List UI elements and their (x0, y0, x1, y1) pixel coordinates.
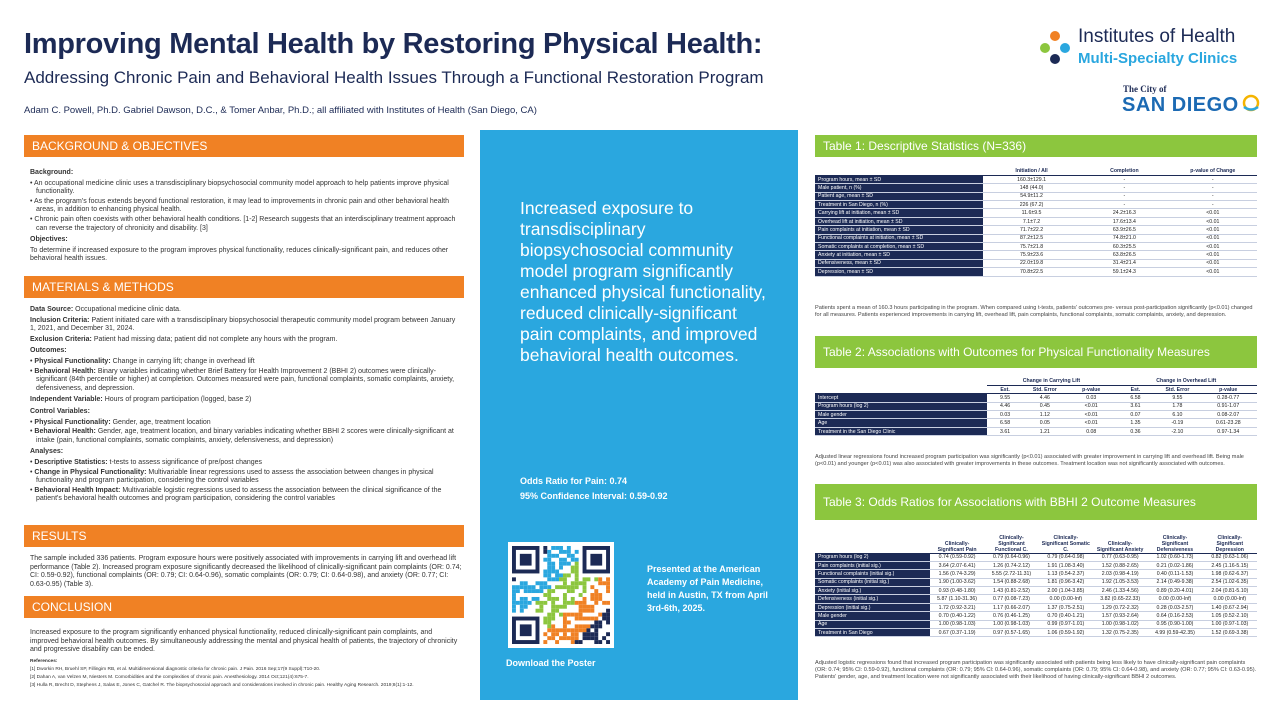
table1-cell: 75.9±23.6 (983, 251, 1080, 259)
table3-cell: 2.04 (0.81-5.10) (1203, 587, 1257, 595)
table1-row (815, 243, 1257, 251)
table2-row-label: Program hours (log 2) (815, 402, 987, 410)
table1-cell: - (1080, 175, 1168, 183)
table2-cell: 3.61 (987, 427, 1022, 435)
table1-row-label: Treatment in San Diego, n (%) (815, 201, 983, 209)
table3-cell: 1.13 (0.54-2.37) (1039, 570, 1093, 578)
data-source-label: Data Source: (30, 306, 74, 313)
table3-cell: 1.37 (0.75-2.51) (1039, 603, 1093, 611)
table2-cell: 9.55 (1155, 394, 1199, 402)
table3-cell: 1.40 (0.67-2.94) (1203, 603, 1257, 611)
table2-cell: 0.97-1.34 (1200, 427, 1258, 435)
table3-row-label: Defensiveness (initial sig.) (815, 595, 930, 603)
objectives-text: To determine if increased exposure to the program improves physical functionality, reduces clinically-significant pain, and reduces other behavioral health issues. (30, 246, 449, 263)
table1-cell: - (1169, 201, 1257, 209)
table1-row (815, 217, 1257, 225)
table3-row (815, 561, 1257, 569)
table3-cell: 0.93 (0.48-1.80) (930, 587, 984, 595)
section-header-methods: MATERIALS & METHODS (24, 276, 464, 298)
table1-row-label: Pain complaints at initiation, mean ± SD (815, 226, 983, 234)
table3-cell: 0.00 (0.00-Inf) (1039, 595, 1093, 603)
table1-row-label: Male patient, n (%) (815, 184, 983, 192)
table3-row (815, 612, 1257, 620)
control-item: • Behavioral Health: Gender, age, treatment location, and binary variables indicating whether BBHI 2 scores were clinically-significant at intake (pain, functional complaints, somatic complaints, anxiety, defensiveness, and depression) (30, 428, 462, 445)
table1-row-label: Carrying lift at initiation, mean ± SD (815, 209, 983, 217)
table1-row (815, 201, 1257, 209)
ioh-logo-tagline: Multi-Specialty Clinics (1078, 50, 1238, 67)
presented-at-text: Presented at the American Academy of Pain Medicine, held in Austin, TX from April 3rd-6th, 2025. (647, 564, 768, 613)
table3 (815, 527, 1257, 637)
section-header-background: BACKGROUND & OBJECTIVES (24, 135, 464, 157)
poster-title: Improving Mental Health by Restoring Physical Health: (24, 28, 763, 60)
table1-column-header: p-value of Change (1169, 167, 1257, 175)
table3-cell: 0.00 (0.00-Inf) (1147, 595, 1202, 603)
analysis-item: • Descriptive Statistics: t-tests to assess significance of pre/post changes (30, 459, 462, 468)
table2-row (815, 394, 1257, 402)
methods-section (30, 306, 462, 505)
table2-column-header: p-value (1067, 385, 1116, 393)
table2-column-header (815, 385, 987, 393)
table3-cell: 2.14 (0.49-9.38) (1147, 578, 1202, 586)
table3-cell: 0.76 (0.46-1.25) (984, 612, 1038, 620)
ioh-logo-icon (1036, 28, 1074, 66)
table2-cell: 0.07 (1116, 411, 1156, 419)
table2-column-header: Est. (1116, 385, 1156, 393)
inclusion-label: Inclusion Criteria: (30, 316, 90, 324)
table2-cell: 6.10 (1155, 411, 1199, 419)
table2-title: Table 2: Associations with Outcomes for Physical Functionality Measures (815, 336, 1257, 368)
objectives-label: Objectives: (30, 236, 68, 244)
table1-cell: <0.01 (1169, 251, 1257, 259)
table3-cell: 2.46 (1.33-4.56) (1093, 587, 1147, 595)
analysis-item: • Change in Physical Functionality: Multivariable linear regressions used to assess the association between changes in physical functionality and program participation, considering the control variables (30, 469, 462, 486)
table1-cell: <0.01 (1169, 217, 1257, 225)
reference-item: [1] Dworkin RH, Bruehl SP, Fillingim RB, et al. Multidimensional diagnostic criteria for chronic pain. J Pain. 2016 Sep;17(9 Suppl):T10-20. (30, 666, 321, 672)
table1-cell: - (1169, 175, 1257, 183)
outcome-item: • Physical Functionality: Change in carrying lift; change in overhead lift (30, 358, 462, 367)
table3-cell: 1.00 (0.97-1.03) (1203, 620, 1257, 628)
independent-text: Hours of program participation (logged, base 2) (104, 396, 252, 404)
table2-group-header: Change in Overhead Lift (1116, 377, 1257, 385)
table3-row-label: Somatic complaints (initial sig.) (815, 578, 930, 586)
exclusion-label: Exclusion Criteria: (30, 335, 92, 343)
table3-row-label: Anxiety (initial sig.) (815, 587, 930, 595)
table3-cell: 1.32 (0.75-2.35) (1093, 629, 1147, 637)
table1-cell: 59.1±24.3 (1080, 268, 1168, 276)
table3-cell: 3.82 (0.65-22.33) (1093, 595, 1147, 603)
table2-cell: 0.91-1.07 (1200, 402, 1258, 410)
table1-cell: <0.01 (1169, 259, 1257, 267)
table3-row (815, 570, 1257, 578)
table1-cell: 17.6±13.4 (1080, 217, 1168, 225)
background-bullet: • Chronic pain often coexists with other behavioral health conditions. [1-2] Research suggests that an interdisciplinary treatment approach can reverse the trajectory of chronicity and disability. [3] (30, 216, 462, 233)
table3-header-row (815, 527, 1257, 553)
reference-item: [3] Hulla R, Brecht D, Stephens J, Salas E, Jones C, Gatchel R. The biopsychosocial approach and considerations involved in chronic pain. Healthy Aging Research. 2019;8(1):1-12. (30, 682, 414, 688)
table3-cell: 0.95 (0.90-1.00) (1147, 620, 1202, 628)
table3-column-header: Clinically-Significant Somatic C. (1039, 527, 1093, 553)
table3-cell: 1.17 (0.66-2.07) (984, 603, 1038, 611)
table3-cell: 0.77 (0.08-7.23) (984, 595, 1038, 603)
table3-row (815, 595, 1257, 603)
table3-cell: 0.70 (0.40-1.22) (930, 612, 984, 620)
table2-cell: 6.58 (1116, 394, 1156, 402)
table2-corner-cell (815, 377, 987, 385)
table2-cell: 0.08-2.07 (1200, 411, 1258, 419)
confidence-interval-stat: 95% Confidence Interval: 0.59-0.92 (520, 491, 668, 501)
table3-cell: 1.98 (0.62-6.37) (1203, 570, 1257, 578)
control-item: • Physical Functionality: Gender, age, treatment location (30, 419, 462, 428)
table3-cell: 1.05 (0.52-2.10) (1203, 612, 1257, 620)
table3-cell: 1.57 (0.93-2.64) (1093, 612, 1147, 620)
data-source-text: Occupational medicine clinic data. (75, 306, 181, 313)
table3-cell: 1.52 (0.69-3.38) (1203, 629, 1257, 637)
controls-label: Control Variables: (30, 407, 90, 415)
inclusion-text: Patient initiated care with a transdisciplinary biopsychosocial therapeutic community model program between January 1, 2021, and December 31, 2024. (30, 316, 456, 333)
table1-column-header: Initiation / All (983, 167, 1080, 175)
table3-column-header (815, 527, 930, 553)
table1-row-label: Overhead lift at initiation, mean ± SD (815, 217, 983, 225)
table3-cell: 0.28 (0.03-2.57) (1147, 603, 1202, 611)
city-logo-top: The City of (1123, 84, 1167, 94)
table3-cell: 1.26 (0.74-2.12) (984, 561, 1038, 569)
table2-caption: Adjusted linear regressions found increased program participation was significantly (p<0.01) associated with greater improvement in carrying lift and overhead lift. Being male (p<0.01) and younger (p<0.01) was also associated with greater improvements in these outcomes. Treatment location was not significantly associated with outcomes. (815, 454, 1244, 467)
table1-cell: <0.01 (1169, 226, 1257, 234)
table1-row (815, 234, 1257, 242)
table1-cell: 7.1±7.2 (983, 217, 1080, 225)
table1-row (815, 192, 1257, 200)
table3-column-header: Clinically-Significant Pain (930, 527, 984, 553)
table3-cell: 1.91 (1.08-3.40) (1039, 561, 1093, 569)
table3-cell: 1.00 (0.98-1.02) (1093, 620, 1147, 628)
table3-row (815, 587, 1257, 595)
table2-cell: 0.28-0.77 (1200, 394, 1258, 402)
table1-row-label: Functional complaints at initiation, mean ± SD (815, 234, 983, 242)
table1-cell: 226 (67.2) (983, 201, 1080, 209)
table2-column-header: Std. Error (1155, 385, 1199, 393)
table1-row (815, 268, 1257, 276)
ioh-logo-name: Institutes of Health (1078, 26, 1236, 47)
table3-cell: 5.87 (1.10-31.36) (930, 595, 984, 603)
table1-cell: 87.2±12.5 (983, 234, 1080, 242)
section-header-conclusion: CONCLUSION (24, 596, 464, 618)
qr-code-icon (512, 546, 610, 644)
table3-cell: 0.70 (0.40-1.21) (1039, 612, 1093, 620)
table3-cell: 1.72 (0.92-3.21) (930, 603, 984, 611)
table3-cell: 1.56 (0.74-3.29) (930, 570, 984, 578)
table2-cell: 0.45 (1023, 402, 1067, 410)
table3-row-label: Age (815, 620, 930, 628)
table1-row (815, 226, 1257, 234)
table1-cell: 63.9±26.5 (1080, 226, 1168, 234)
table2-group-row (815, 377, 1257, 385)
table2-cell: 1.12 (1023, 411, 1067, 419)
table3-cell: 0.64 (0.16-2.53) (1147, 612, 1202, 620)
table1-cell: - (1080, 201, 1168, 209)
table1-row-label: Depression, mean ± SD (815, 268, 983, 276)
analyses-label: Analyses: (30, 448, 64, 456)
table3-cell: 1.54 (0.88-2.68) (984, 578, 1038, 586)
table2-row-label: Intercept (815, 394, 987, 402)
table1-title: Table 1: Descriptive Statistics (N=336) (815, 135, 1257, 157)
conclusion-section (30, 629, 462, 690)
table3-cell: 1.02 (0.60-1.73) (1147, 553, 1202, 561)
table3-cell: 1.06 (0.59-1.92) (1039, 629, 1093, 637)
table1-cell: - (1169, 184, 1257, 192)
table1-cell: 75.7±21.8 (983, 243, 1080, 251)
table1-row-label: Defensiveness, mean ± SD (815, 259, 983, 267)
table3-cell: 0.97 (0.57-1.65) (984, 629, 1038, 637)
download-poster-link[interactable]: Download the Poster (506, 658, 596, 668)
outcomes-label: Outcomes: (30, 347, 67, 355)
table1-cell: 160.3±129.1 (983, 175, 1080, 183)
table1-cell: 63.8±26.5 (1080, 251, 1168, 259)
conclusion-text: Increased exposure to the program significantly enhanced physical functionality, reduced clinically-significant pain complaints, and improved behavioral health outcomes. By simultaneously addressing the mental and physical health of patients, the trajectory of chronicity and progressive disability can be ended. (30, 629, 458, 654)
table2-row-label: Treatment in the San Diego Clinic (815, 427, 987, 435)
table2 (815, 377, 1257, 436)
results-text: The sample included 336 patients. Program exposure hours were positively associated with improvements in carrying lift and overhead lift performance (Table 2). Increased program exposure significantly decreased the likelihood of clinically-significant pain complaints (OR: 0.74; CI: 0.59-0.92), functional complaints (OR: 0.79; CI: 0.64-0.96), somatic complaints (OR: 0.79; CI: 0.64-0.98), and anxiety (OR: 0.77; CI: 0.63-0.95) (Table 3). (30, 555, 462, 588)
background-section (30, 166, 462, 266)
table3-cell: 0.67 (0.37-1.19) (930, 629, 984, 637)
table2-column-header: p-value (1200, 385, 1258, 393)
table1-cell: <0.01 (1169, 209, 1257, 217)
table2-header-row (815, 385, 1257, 393)
table3-cell: 0.79 (0.64-0.98) (1039, 553, 1093, 561)
table2-cell: 0.05 (1023, 419, 1067, 427)
table3-row (815, 553, 1257, 561)
table2-group-header: Change in Carrying Lift (987, 377, 1115, 385)
table1-cell: 24.2±16.3 (1080, 209, 1168, 217)
table3-cell: 0.00 (0.00-Inf) (1203, 595, 1257, 603)
table1-column-header (815, 167, 983, 175)
table3-row (815, 603, 1257, 611)
table2-row (815, 419, 1257, 427)
table3-column-header: Clinically-Significant Anxiety (1093, 527, 1147, 553)
poster-subtitle: Addressing Chronic Pain and Behavioral Health Issues Through a Functional Restoration Program (24, 68, 764, 87)
table1-caption: Patients spent a mean of 160.3 hours participating in the program. When compared using t-tests, patients' outcomes pre- versus post-participation significantly (p<0.01) changed for all measures. Patients experienced improvements in carrying lift, overhead lift, pain complaints, functional complaints, somatic complaints, anxiety, and depression. (815, 305, 1253, 318)
city-logo-main: SAN DIEGO (1122, 94, 1239, 116)
table2-cell: 4.46 (1023, 394, 1067, 402)
table3-column-header: Clinically-Significant Defensiveness (1147, 527, 1202, 553)
table3-row-label: Program hours (log 2) (815, 553, 930, 561)
table3-cell: 0.77 (0.63-0.95) (1093, 553, 1147, 561)
analysis-item: • Behavioral Health Impact: Multivariable logistic regressions used to assess the association between the clinical significance of the patient's behavioral health outcomes and program participation, considering the control variables (30, 487, 462, 504)
table1-cell: - (1080, 184, 1168, 192)
table2-cell: 3.61 (1116, 402, 1156, 410)
table1-cell: <0.01 (1169, 268, 1257, 276)
table3-row (815, 578, 1257, 586)
table1-row (815, 209, 1257, 217)
table1-column-header: Completion (1080, 167, 1168, 175)
table3-cell: 1.90 (1.00-3.62) (930, 578, 984, 586)
sun-icon (1240, 90, 1262, 116)
table2-cell: 1.35 (1116, 419, 1156, 427)
references-label: References: (30, 658, 58, 664)
table3-cell: 1.29 (0.72-2.32) (1093, 603, 1147, 611)
table2-row (815, 411, 1257, 419)
table3-cell: 2.54 (1.02-6.35) (1203, 578, 1257, 586)
key-finding-message: Increased exposure to transdisciplinary biopsychosocial community model program significantly enhanced physical functionality, reduced clinically-significant pain complaints, and improved behavioral health outcomes. (520, 198, 766, 365)
table2-column-header: Std. Error (1023, 385, 1067, 393)
table2-cell: 6.58 (987, 419, 1022, 427)
san-diego-logo (1122, 84, 1262, 120)
download-qr-code[interactable] (508, 542, 614, 648)
table1-row (815, 184, 1257, 192)
table1-row-label: Program hours, mean ± SD (815, 175, 983, 183)
table3-caption: Adjusted logistic regressions found that increased program participation was significantly associated with patients being less likely to have clinically-significant pain complaints (OR: 0.74; 95% CI: 0.59-0.92), functional complaints (OR: 0.79; 95% CI: 0.64-0.96), somatic complaints (OR: 0.79; 95% CI: 0.64-0.98), and anxiety (OR: 0.77; 95% CI: 0.63-0.95). Patients' gender, age, and treatment location were not significantly associated with their likelihood of having clinically-significant BBHI 2 outcomes. (815, 660, 1257, 680)
table2-row (815, 427, 1257, 435)
table2-cell: 0.36 (1116, 427, 1156, 435)
reference-item: [2] Dahan A, van Velzen M, Niesters M. Comorbidities and the complexities of chronic pain. Anesthesiology. 2014 Oct;121(4):675-7. (30, 674, 309, 680)
table3-row-label: Treatment in San Diego (815, 629, 930, 637)
table1-row-label: Somatic complaints at completion, mean ± SD (815, 243, 983, 251)
key-finding-panel (480, 130, 798, 700)
table1-header-row (815, 167, 1257, 175)
table3-cell: 1.00 (0.98-1.03) (984, 620, 1038, 628)
table3-cell: 0.82 (0.63-1.06) (1203, 553, 1257, 561)
table2-cell: 0.03 (987, 411, 1022, 419)
table1-row (815, 175, 1257, 183)
table1-cell: 11.6±9.5 (983, 209, 1080, 217)
table1-cell: 71.7±22.2 (983, 226, 1080, 234)
table2-cell: -0.19 (1155, 419, 1199, 427)
table2-cell: 1.21 (1023, 427, 1067, 435)
table1 (815, 167, 1257, 277)
table1-cell: 22.0±19.8 (983, 259, 1080, 267)
table3-cell: 1.52 (0.88-2.65) (1093, 561, 1147, 569)
table3-cell: 2.45 (1.16-5.15) (1203, 561, 1257, 569)
table3-cell: 1.81 (0.96-3.42) (1039, 578, 1093, 586)
table3-cell: 1.00 (0.98-1.03) (930, 620, 984, 628)
ioh-logo (1036, 26, 1266, 70)
table1-cell: - (1169, 192, 1257, 200)
table3-row-label: Functional complaints (initial sig.) (815, 570, 930, 578)
table3-cell: 2.00 (1.04-3.85) (1039, 587, 1093, 595)
table2-cell: <0.01 (1067, 419, 1116, 427)
table3-cell: 0.40 (0.11-1.53) (1147, 570, 1202, 578)
table1-row-label: Anxiety at initiation, mean ± SD (815, 251, 983, 259)
independent-label: Independent Variable: (30, 396, 103, 404)
table3-row-label: Pain complaints (initial sig.) (815, 561, 930, 569)
table2-row-label: Male gender (815, 411, 987, 419)
table3-cell: 4.99 (0.59-42.35) (1147, 629, 1202, 637)
background-bullet: • An occupational medicine clinic uses a transdisciplinary biopsychosocial community model approach to help patients improve physical functionality. (30, 180, 462, 197)
background-label: Background: (30, 169, 74, 176)
table1-cell: 54.9±11.2 (983, 192, 1080, 200)
table2-cell: 1.78 (1155, 402, 1199, 410)
table3-cell: 0.79 (0.64-0.96) (984, 553, 1038, 561)
table1-row (815, 251, 1257, 259)
table3-cell: 0.99 (0.97-1.01) (1039, 620, 1093, 628)
table2-cell: 0.08 (1067, 427, 1116, 435)
table2-cell: 9.55 (987, 394, 1022, 402)
outcome-item: • Behavioral Health: Binary variables indicating whether Brief Battery for Health Improvement 2 (BBHI 2) outcomes were clinically-significant (84th percentile or higher) at completion. Outcomes measured were pain, functional complaints, somatic complaints, anxiety, defensiveness, and depression. (30, 368, 462, 394)
table1-row-label: Patient age, mean ± SD (815, 192, 983, 200)
table1-cell: 74.8±21.0 (1080, 234, 1168, 242)
table1-cell: 70.8±22.5 (983, 268, 1080, 276)
table2-cell: 4.46 (987, 402, 1022, 410)
table1-cell: 60.3±25.5 (1080, 243, 1168, 251)
table2-row-label: Age (815, 419, 987, 427)
odds-ratio-stat: Odds Ratio for Pain: 0.74 (520, 476, 628, 486)
table1-row (815, 259, 1257, 267)
table1-cell: 148 (44.0) (983, 184, 1080, 192)
table3-row-label: Depression (initial sig.) (815, 603, 930, 611)
poster-authors: Adam C. Powell, Ph.D. Gabriel Dawson, D.C., & Tomer Anbar, Ph.D.; all affiliated with Institutes of Health (San Diego, CA) (24, 105, 537, 116)
table3-cell: 1.92 (1.05-3.53) (1093, 578, 1147, 586)
table2-cell: <0.01 (1067, 402, 1116, 410)
table3-title: Table 3: Odds Ratios for Associations with BBHI 2 Outcome Measures (815, 484, 1257, 520)
exclusion-text: Patient had missing data; patient did not complete any hours with the program. (93, 335, 338, 343)
table3-column-header: Clinically-Significant Depression (1203, 527, 1257, 553)
table1-cell: <0.01 (1169, 234, 1257, 242)
table3-cell: 0.74 (0.59-0.92) (930, 553, 984, 561)
table2-cell: -2.10 (1155, 427, 1199, 435)
section-header-results: RESULTS (24, 525, 464, 547)
table2-cell: <0.01 (1067, 411, 1116, 419)
table3-cell: 3.64 (2.07-6.41) (930, 561, 984, 569)
table3-row-label: Male gender (815, 612, 930, 620)
table3-cell: 2.03 (0.98-4.19) (1093, 570, 1147, 578)
table3-cell: 5.55 (2.72-11.31) (984, 570, 1038, 578)
table3-column-header: Clinically-Significant Functional C. (984, 527, 1038, 553)
table2-column-header: Est. (987, 385, 1022, 393)
table2-cell: 0.03 (1067, 394, 1116, 402)
table1-cell: <0.01 (1169, 243, 1257, 251)
background-bullet: • As the program's focus extends beyond functional restoration, it may lead to improvements in chronic pain and other behavioral health areas, in addition to enhancing physical health. (30, 198, 462, 215)
table3-row (815, 629, 1257, 637)
table3-row (815, 620, 1257, 628)
table3-cell: 0.21 (0.02-1.86) (1147, 561, 1202, 569)
table3-cell: 1.43 (0.81-2.52) (984, 587, 1038, 595)
table1-cell: 31.4±21.4 (1080, 259, 1168, 267)
table3-cell: 0.89 (0.20-4.01) (1147, 587, 1202, 595)
table1-cell: - (1080, 192, 1168, 200)
table2-row (815, 402, 1257, 410)
table2-cell: 0.61-23.28 (1200, 419, 1258, 427)
